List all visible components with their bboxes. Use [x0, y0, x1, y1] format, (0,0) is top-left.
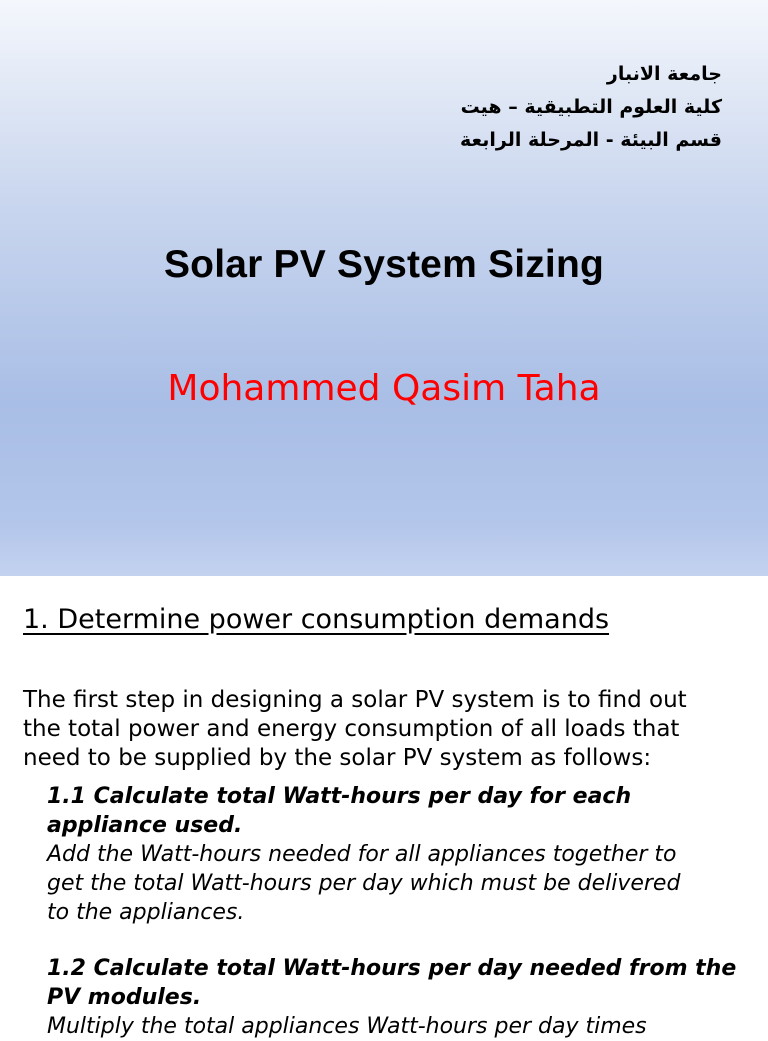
step-body-line: get the total Watt-hours per day which must be delivered: [47, 871, 681, 896]
step-body-line: Multiply the total appliances Watt-hours per day times: [47, 1014, 647, 1039]
intro-line: need to be supplied by the solar PV system as follows:: [23, 745, 652, 771]
section-heading: 1. Determine power consumption demands: [23, 604, 610, 635]
step-body-line: to the appliances.: [47, 900, 245, 925]
university-name: جامعة الانبار: [606, 63, 722, 85]
intro-line: the total power and energy consumption of all loads that: [23, 716, 680, 742]
step-body-line: Add the Watt-hours needed for all appliances together to: [47, 842, 677, 867]
step-title-line: PV modules.: [47, 985, 202, 1010]
step-title-line: appliance used.: [47, 813, 243, 838]
step-1-2: [47, 954, 762, 1041]
content-slide: [0, 576, 768, 1039]
author-name: Mohammed Qasim Taha: [167, 368, 601, 409]
slide-title: Solar PV System Sizing: [163, 243, 605, 286]
step-title-line: 1.1 Calculate total Watt-hours per day for each: [47, 784, 632, 809]
college-name: كلية العلوم التطبيقية – هيت: [460, 96, 722, 118]
institution-block: [460, 58, 722, 157]
intro-line: The first step in designing a solar PV system is to find out: [23, 687, 687, 713]
intro-paragraph: [23, 686, 753, 773]
step-title-line: 1.2 Calculate total Watt-hours per day needed from the: [47, 956, 737, 981]
department-name: قسم البيئة - المرحلة الرابعة: [460, 129, 722, 151]
step-1-1: [47, 782, 762, 927]
